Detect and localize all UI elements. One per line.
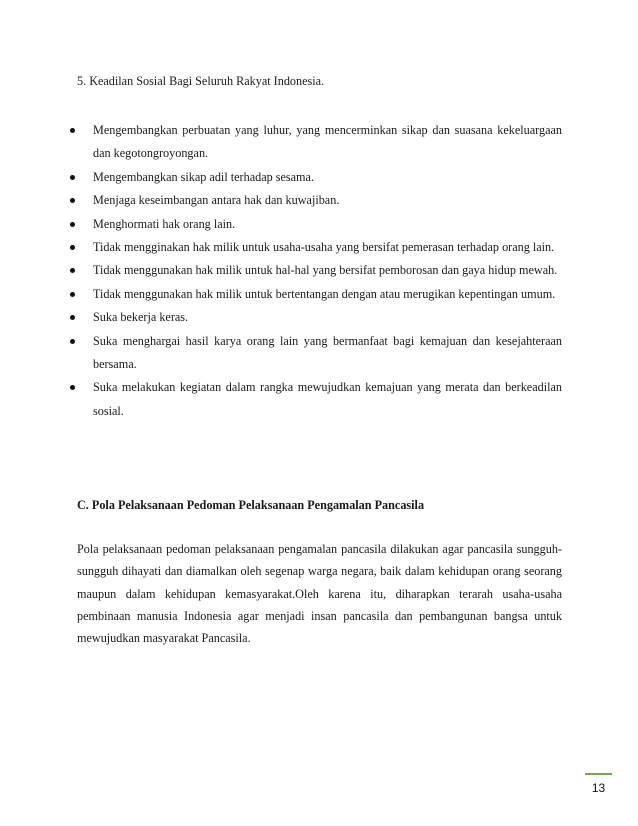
bullet-icon [70, 339, 75, 344]
bullet-icon [70, 128, 75, 133]
bullet-icon [70, 315, 75, 320]
list-item: Tidak menggunakan hak milik untuk hal-hal yang bersifat pemborosan dan gaya hidup mewah. [66, 259, 562, 282]
bullet-list [66, 119, 562, 423]
bullet-icon [70, 268, 75, 273]
list-item: Tidak menggunakan hak milik untuk bertentangan dengan atau merugikan kepentingan umum. [66, 283, 562, 306]
bullet-icon [70, 385, 75, 390]
list-item: Suka bekerja keras. [66, 306, 562, 329]
bullet-icon [70, 175, 75, 180]
bullet-icon [70, 245, 75, 250]
list-item: Mengembangkan perbuatan yang luhur, yang mencerminkan sikap dan suasana kekeluargaan dan kegotongroyongan. [66, 119, 562, 166]
section-heading: 5. Keadilan Sosial Bagi Seluruh Rakyat Indonesia. [77, 74, 325, 88]
bullet-icon [70, 292, 75, 297]
list-item: Suka menghargai hasil karya orang lain yang bermanfaat bagi kemajuan dan kesejahteraan bersama. [66, 330, 562, 377]
list-item: Tidak mengginakan hak milik untuk usaha-usaha yang bersifat pemerasan terhadap orang lain. [66, 236, 562, 259]
subsection-title: C. Pola Pelaksanaan Pedoman Pelaksanaan Pengamalan Pancasila [77, 498, 425, 512]
bullet-icon [70, 222, 75, 227]
body-paragraph: Pola pelaksanaan pedoman pelaksanaan pengamalan pancasila dilakukan agar pancasila sungguh-sungguh dihayati dan diamalkan oleh segenap warga negara, baik dalam kehidupan orang seorang maupun dalam kehidupan kemasyarakat.Oleh karena itu, diharapkan terarah usaha-usaha pembinaan manusia Indonesia agar menjadi insan pancasila dan pembangunan bangsa untuk mewujudkan masyarakat Pancasila. [77, 542, 562, 646]
page-number-box [585, 773, 612, 803]
list-item: Mengembangkan sikap adil terhadap sesama. [66, 166, 562, 189]
list-item: Menjaga keseimbangan antara hak dan kuwajiban. [66, 189, 562, 212]
bullet-icon [70, 198, 75, 203]
list-item: Menghormati hak orang lain. [66, 213, 562, 236]
page-number: 13 [591, 781, 606, 795]
list-item: Suka melakukan kegiatan dalam rangka mewujudkan kemajuan yang merata dan berkeadilan sosial. [66, 376, 562, 423]
